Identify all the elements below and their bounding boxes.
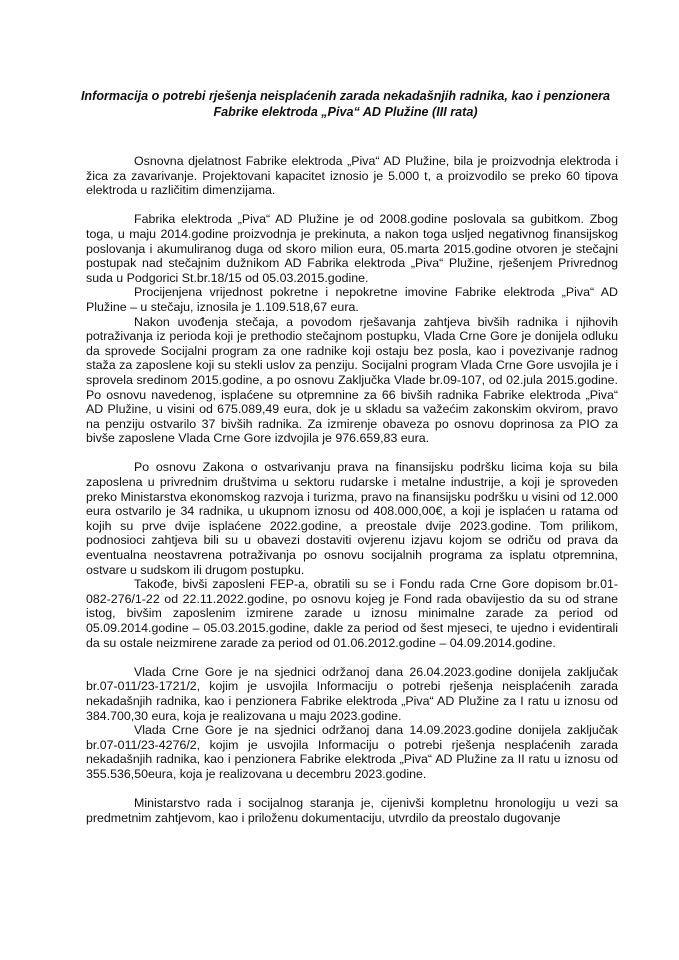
paragraph-asset-value: Procijenjena vrijednost pokretne i nepokretne imovine Fabrike elektroda „Piva“ AD Plužine – u stečaju, iznosila je 1.109.518,67 eura.	[86, 285, 618, 314]
paragraph-financial-support-law: Po osnovu Zakona o ostvarivanju prava na finansijsku podršku licima koja su bila zaposlena u privrednim društvima u sektoru rudarske i metalne industrije, a koji je sproveden preko Ministarstva ekonomskog razvoja i turizma, pravo na finansijsku podršku u visini od 12.000 eura ostvarilo je 34 radnika, u ukupnom iznosu od 408.000,00€, a koji je isplaćen u ratama od kojih su prve dvije isplaćene 2022.godine, a preostale dvije 2023.godine. Tom prilikom, podnosioci zahtjeva bili su u obavezi dostaviti ovjerenu izjavu kojom se odriču od prava da eventualna neostavrena potraživanja po osnovu socijalnih programa za isplatu otpremnina, ostvare u sudskom ili drugom postupku.	[86, 460, 618, 577]
paragraph-ministry-conclusion: Ministarstvo rada i socijalnog staranja je, cijenivši kompletnu hronologiju u vezi sa predmetnim zahtjevom, kao i priloženu dokumentaciju, utvrdilo da preostalo dugovanje	[86, 796, 618, 825]
paragraph-labor-fund: Takođe, bivši zaposleni FEP-a, obratili su se i Fondu rada Crne Gore dopisom br.01-082-276/1-22 od 22.11.2022.godine, po osnovu kojeg je Fond rada obavijestio da su od strane istog, bivšim zaposlenim izmirene zarade u iznosu minimalne zarade za period od 05.09.2014.godine – 05.03.2015.godine, dakle za period od šest mjeseci, te ujedno i evidentirali da su ostale neizmirene zarade za period od 01.06.2012.godine – 04.09.2014.godine.	[86, 577, 618, 650]
title-line-2: Fabrike elektroda „Piva“ AD Plužine (III rata)	[213, 105, 478, 119]
document-title	[60, 88, 631, 120]
document-body	[86, 154, 618, 825]
paragraph-second-installment: Vlada Crne Gore je na sjednici održanoj dana 14.09.2023.godine donijela zaključak br.07-011/23-4276/2, kojim je usvojila Informaciju o potrebi rješenja nesplaćenih zarada nekadašnjih radnika, kao i penzionera Fabrike elektroda „Piva“ AD Plužine za II ratu u iznosu od 355.536,50eura, koja je realizovana u decembru 2023.godine.	[86, 723, 618, 781]
paragraph-bankruptcy: Fabrika elektroda „Piva“ AD Plužine je od 2008.godine poslovala sa gubitkom. Zbog toga, u maju 2014.godine proizvodnja je prekinuta, a nakon toga usljed negativnog finansijskog poslovanja i akumuliranog duga od skoro milion eura, 05.marta 2015.godine otvoren je stečajni postupak nad stečajnim dužnikom AD Fabrika elektroda „Piva“ Plužine, rješenjem Privrednog suda u Podgorici St.br.18/15 od 05.03.2015.godine.	[86, 212, 618, 285]
paragraph-first-installment: Vlada Crne Gore je na sjednici održanoj dana 26.04.2023.godine donijela zaključak br.07-011/23-1721/2, kojim je usvojila Informaciju o potrebi rješenja neisplaćenih zarada nekadašnjih radnika, kao i penzionera Fabrike elektroda „Piva“ AD Plužine za I ratu u iznosu od 384.700,30 eura, koja je realizovana u maju 2023.godine.	[86, 664, 618, 723]
paragraph-social-program: Nakon uvođenja stečaja, a povodom rješavanja zahtjeva bivših radnika i njihovih potraživanja iz perioda koji je prethodio stečajnom postupku, Vlada Crne Gore je donijela odluku da sprovede Socijalni program za one radnike koji ostaju bez posla, kao i povezivanje radnog staža za zaposlene koji su stekli uslov za penziju. Socijalni program Vlada Crne Gore usvojila je i sprovela sredinom 2015.godine, a po osnovu Zaključka Vlade br.09-107, od 02.jula 2015.godine. Po osnovu navedenog, isplaćene su otpremnine za 66 bivših radnika Fabrike elektroda „Piva“ AD Plužine, u visini od 675.089,49 eura, dok je u skladu sa važećim zakonskim okvirom, pravo na penziju ostvarilo 37 bivših radnika. Za izmirenje obaveza po osnovu doprinosa za PIO za bivše zaposlene Vlada Crne Gore izdvojila je 976.659,83 eura.	[86, 314, 618, 446]
title-line-1: Informacija o potrebi rješenja neisplaćenih zarada nekadašnjih radnika, kao i penzionera	[80, 89, 611, 103]
paragraph-company-activity: Osnovna djelatnost Fabrike elektroda „Piva“ AD Plužine, bila je proizvodnja elektroda i žica za zavarivanje. Projektovani kapacitet iznosio je 5.000 t, a proizvodilo se preko 60 tipova elektroda u različitim dimenzijama.	[86, 154, 618, 198]
